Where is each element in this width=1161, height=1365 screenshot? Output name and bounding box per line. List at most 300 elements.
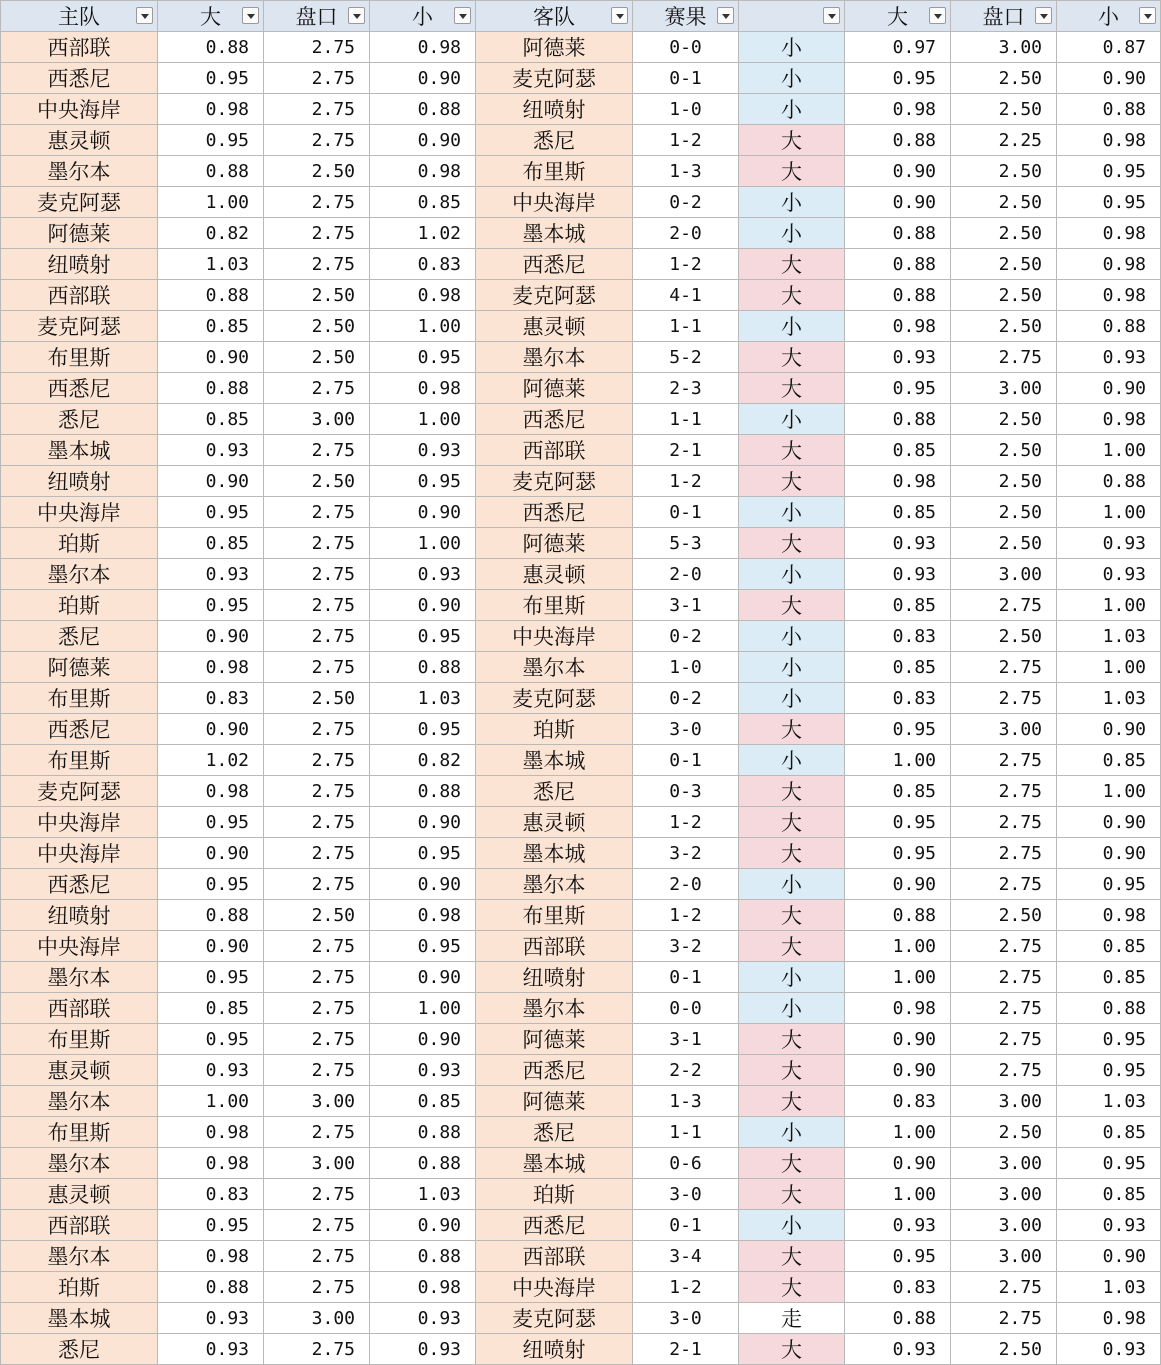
line-cell[interactable]: 3.00 xyxy=(264,1086,370,1117)
score-cell[interactable]: 0-2 xyxy=(633,683,739,714)
closing-under-odds-cell[interactable]: 1.00 xyxy=(1057,497,1161,528)
closing-over-odds-cell[interactable]: 0.88 xyxy=(845,900,951,931)
over-under-cell[interactable]: 大 xyxy=(739,807,845,838)
over-under-cell[interactable]: 小 xyxy=(739,497,845,528)
line-cell[interactable]: 2.75 xyxy=(264,373,370,404)
over-under-cell[interactable]: 大 xyxy=(739,528,845,559)
home-team-cell[interactable]: 惠灵顿 xyxy=(1,1055,158,1086)
line-cell[interactable]: 2.75 xyxy=(264,528,370,559)
closing-over-odds-cell[interactable]: 0.83 xyxy=(845,683,951,714)
closing-line-cell[interactable]: 3.00 xyxy=(951,1086,1057,1117)
home-team-cell[interactable]: 珀斯 xyxy=(1,590,158,621)
under-odds-cell[interactable]: 0.90 xyxy=(370,869,476,900)
away-team-cell[interactable]: 墨尔本 xyxy=(476,869,633,900)
line-cell[interactable]: 2.75 xyxy=(264,559,370,590)
closing-line-cell[interactable]: 2.75 xyxy=(951,683,1057,714)
under-odds-cell[interactable]: 0.98 xyxy=(370,900,476,931)
home-team-cell[interactable]: 墨尔本 xyxy=(1,1086,158,1117)
closing-over-odds-cell[interactable]: 0.90 xyxy=(845,187,951,218)
closing-under-odds-cell[interactable]: 0.95 xyxy=(1057,1024,1161,1055)
score-cell[interactable]: 3-2 xyxy=(633,931,739,962)
home-team-cell[interactable]: 墨尔本 xyxy=(1,1241,158,1272)
closing-under-odds-cell[interactable]: 0.93 xyxy=(1057,528,1161,559)
over-odds-cell[interactable]: 0.93 xyxy=(158,1055,264,1086)
home-team-cell[interactable]: 西部联 xyxy=(1,280,158,311)
over-under-cell[interactable]: 大 xyxy=(739,776,845,807)
closing-under-odds-cell[interactable]: 0.98 xyxy=(1057,900,1161,931)
score-cell[interactable]: 2-2 xyxy=(633,1055,739,1086)
closing-line-cell[interactable]: 2.50 xyxy=(951,900,1057,931)
closing-line-cell[interactable]: 2.75 xyxy=(951,931,1057,962)
under-odds-cell[interactable]: 0.85 xyxy=(370,1086,476,1117)
home-team-cell[interactable]: 西部联 xyxy=(1,993,158,1024)
closing-over-odds-cell[interactable]: 0.98 xyxy=(845,94,951,125)
over-under-cell[interactable]: 小 xyxy=(739,187,845,218)
over-under-cell[interactable]: 大 xyxy=(739,1055,845,1086)
line-cell[interactable]: 2.50 xyxy=(264,683,370,714)
filter-dropdown-icon[interactable] xyxy=(1035,7,1052,24)
line-cell[interactable]: 2.75 xyxy=(264,807,370,838)
closing-under-odds-cell[interactable]: 1.00 xyxy=(1057,590,1161,621)
away-team-cell[interactable]: 西部联 xyxy=(476,931,633,962)
closing-line-cell[interactable]: 2.75 xyxy=(951,962,1057,993)
over-under-cell[interactable]: 小 xyxy=(739,745,845,776)
closing-under-odds-cell[interactable]: 0.93 xyxy=(1057,559,1161,590)
filter-dropdown-icon[interactable] xyxy=(136,7,153,24)
closing-line-cell[interactable]: 3.00 xyxy=(951,714,1057,745)
closing-line-cell[interactable]: 2.50 xyxy=(951,218,1057,249)
away-team-cell[interactable]: 墨本城 xyxy=(476,838,633,869)
score-cell[interactable]: 3-1 xyxy=(633,590,739,621)
away-team-cell[interactable]: 西悉尼 xyxy=(476,1055,633,1086)
over-under-cell[interactable]: 小 xyxy=(739,1210,845,1241)
over-odds-cell[interactable]: 0.85 xyxy=(158,311,264,342)
closing-over-odds-cell[interactable]: 0.95 xyxy=(845,714,951,745)
away-team-cell[interactable]: 西部联 xyxy=(476,1241,633,1272)
score-cell[interactable]: 4-1 xyxy=(633,280,739,311)
over-under-cell[interactable]: 大 xyxy=(739,838,845,869)
over-odds-cell[interactable]: 0.83 xyxy=(158,683,264,714)
over-odds-cell[interactable]: 0.95 xyxy=(158,63,264,94)
closing-line-cell[interactable]: 2.75 xyxy=(951,869,1057,900)
under-odds-cell[interactable]: 0.88 xyxy=(370,776,476,807)
closing-under-odds-cell[interactable]: 1.00 xyxy=(1057,776,1161,807)
over-under-cell[interactable]: 大 xyxy=(739,1334,845,1365)
closing-under-odds-cell[interactable]: 0.93 xyxy=(1057,342,1161,373)
closing-under-odds-cell[interactable]: 0.85 xyxy=(1057,962,1161,993)
over-odds-cell[interactable]: 0.88 xyxy=(158,156,264,187)
over-odds-cell[interactable]: 0.90 xyxy=(158,466,264,497)
away-team-cell[interactable]: 墨本城 xyxy=(476,1148,633,1179)
closing-line-cell[interactable]: 2.50 xyxy=(951,1334,1057,1365)
home-team-cell[interactable]: 麦克阿瑟 xyxy=(1,187,158,218)
line-cell[interactable]: 2.75 xyxy=(264,94,370,125)
closing-under-odds-cell[interactable]: 0.95 xyxy=(1057,187,1161,218)
over-under-cell[interactable]: 大 xyxy=(739,1024,845,1055)
score-cell[interactable]: 3-4 xyxy=(633,1241,739,1272)
closing-under-odds-cell[interactable]: 0.95 xyxy=(1057,156,1161,187)
over-under-cell[interactable]: 大 xyxy=(739,342,845,373)
home-team-cell[interactable]: 中央海岸 xyxy=(1,807,158,838)
score-cell[interactable]: 0-0 xyxy=(633,993,739,1024)
closing-over-odds-cell[interactable]: 1.00 xyxy=(845,1179,951,1210)
over-odds-cell[interactable]: 0.88 xyxy=(158,280,264,311)
under-odds-cell[interactable]: 0.98 xyxy=(370,373,476,404)
closing-under-odds-cell[interactable]: 0.90 xyxy=(1057,63,1161,94)
closing-over-odds-cell[interactable]: 0.85 xyxy=(845,497,951,528)
closing-over-odds-cell[interactable]: 1.00 xyxy=(845,1117,951,1148)
score-cell[interactable]: 1-1 xyxy=(633,311,739,342)
under-odds-cell[interactable]: 0.98 xyxy=(370,156,476,187)
closing-over-odds-cell[interactable]: 1.00 xyxy=(845,931,951,962)
away-team-cell[interactable]: 西悉尼 xyxy=(476,404,633,435)
home-team-cell[interactable]: 中央海岸 xyxy=(1,94,158,125)
over-odds-cell[interactable]: 0.90 xyxy=(158,838,264,869)
score-cell[interactable]: 5-3 xyxy=(633,528,739,559)
score-cell[interactable]: 0-2 xyxy=(633,621,739,652)
closing-over-odds-cell[interactable]: 0.90 xyxy=(845,1148,951,1179)
line-cell[interactable]: 2.75 xyxy=(264,993,370,1024)
under-odds-cell[interactable]: 0.98 xyxy=(370,280,476,311)
line-cell[interactable]: 2.75 xyxy=(264,1241,370,1272)
score-cell[interactable]: 1-3 xyxy=(633,1086,739,1117)
score-cell[interactable]: 1-2 xyxy=(633,125,739,156)
under-odds-cell[interactable]: 0.90 xyxy=(370,63,476,94)
home-team-cell[interactable]: 布里斯 xyxy=(1,1117,158,1148)
away-team-cell[interactable]: 中央海岸 xyxy=(476,187,633,218)
closing-under-odds-cell[interactable]: 0.85 xyxy=(1057,1117,1161,1148)
score-cell[interactable]: 0-1 xyxy=(633,63,739,94)
over-under-cell[interactable]: 小 xyxy=(739,32,845,63)
filter-dropdown-icon[interactable] xyxy=(929,7,946,24)
under-odds-cell[interactable]: 0.90 xyxy=(370,125,476,156)
closing-line-cell[interactable]: 3.00 xyxy=(951,1148,1057,1179)
away-team-cell[interactable]: 墨尔本 xyxy=(476,652,633,683)
over-under-cell[interactable]: 小 xyxy=(739,993,845,1024)
over-odds-cell[interactable]: 0.98 xyxy=(158,94,264,125)
score-cell[interactable]: 2-3 xyxy=(633,373,739,404)
home-team-cell[interactable]: 西部联 xyxy=(1,32,158,63)
under-odds-cell[interactable]: 0.90 xyxy=(370,497,476,528)
home-team-cell[interactable]: 布里斯 xyxy=(1,1024,158,1055)
line-cell[interactable]: 2.75 xyxy=(264,621,370,652)
line-cell[interactable]: 2.75 xyxy=(264,931,370,962)
over-odds-cell[interactable]: 0.90 xyxy=(158,342,264,373)
closing-over-odds-cell[interactable]: 1.00 xyxy=(845,745,951,776)
over-under-cell[interactable]: 小 xyxy=(739,404,845,435)
line-cell[interactable]: 3.00 xyxy=(264,404,370,435)
closing-under-odds-cell[interactable]: 0.85 xyxy=(1057,931,1161,962)
over-odds-cell[interactable]: 0.93 xyxy=(158,1303,264,1334)
line-cell[interactable]: 2.75 xyxy=(264,1272,370,1303)
over-odds-cell[interactable]: 1.03 xyxy=(158,249,264,280)
closing-over-odds-cell[interactable]: 1.00 xyxy=(845,962,951,993)
under-odds-cell[interactable]: 0.90 xyxy=(370,1024,476,1055)
away-team-cell[interactable]: 阿德莱 xyxy=(476,32,633,63)
score-cell[interactable]: 0-6 xyxy=(633,1148,739,1179)
score-cell[interactable]: 0-2 xyxy=(633,187,739,218)
line-cell[interactable]: 2.75 xyxy=(264,652,370,683)
under-odds-cell[interactable]: 0.90 xyxy=(370,1210,476,1241)
closing-line-cell[interactable]: 3.00 xyxy=(951,373,1057,404)
away-team-cell[interactable]: 麦克阿瑟 xyxy=(476,63,633,94)
closing-under-odds-cell[interactable]: 0.90 xyxy=(1057,807,1161,838)
closing-line-cell[interactable]: 3.00 xyxy=(951,559,1057,590)
home-team-cell[interactable]: 墨本城 xyxy=(1,1303,158,1334)
home-team-cell[interactable]: 布里斯 xyxy=(1,745,158,776)
away-team-cell[interactable]: 阿德莱 xyxy=(476,528,633,559)
away-team-cell[interactable]: 西悉尼 xyxy=(476,497,633,528)
closing-under-odds-cell[interactable]: 0.95 xyxy=(1057,869,1161,900)
home-team-cell[interactable]: 纽喷射 xyxy=(1,466,158,497)
closing-line-cell[interactable]: 2.75 xyxy=(951,652,1057,683)
closing-over-odds-cell[interactable]: 0.97 xyxy=(845,32,951,63)
closing-line-cell[interactable]: 2.50 xyxy=(951,1117,1057,1148)
over-under-cell[interactable]: 大 xyxy=(739,1179,845,1210)
closing-over-odds-cell[interactable]: 0.93 xyxy=(845,1334,951,1365)
closing-over-odds-cell[interactable]: 0.95 xyxy=(845,838,951,869)
over-odds-cell[interactable]: 0.88 xyxy=(158,32,264,63)
closing-under-odds-cell[interactable]: 1.03 xyxy=(1057,1086,1161,1117)
closing-line-cell[interactable]: 2.75 xyxy=(951,1303,1057,1334)
line-cell[interactable]: 3.00 xyxy=(264,1303,370,1334)
over-odds-cell[interactable]: 0.88 xyxy=(158,1272,264,1303)
home-team-cell[interactable]: 西悉尼 xyxy=(1,869,158,900)
under-odds-cell[interactable]: 0.88 xyxy=(370,652,476,683)
home-team-cell[interactable]: 悉尼 xyxy=(1,1334,158,1365)
line-cell[interactable]: 2.75 xyxy=(264,590,370,621)
under-odds-cell[interactable]: 0.95 xyxy=(370,931,476,962)
over-odds-cell[interactable]: 0.95 xyxy=(158,1210,264,1241)
score-cell[interactable]: 0-1 xyxy=(633,497,739,528)
over-odds-cell[interactable]: 1.02 xyxy=(158,745,264,776)
closing-over-odds-cell[interactable]: 0.93 xyxy=(845,1210,951,1241)
away-team-cell[interactable]: 麦克阿瑟 xyxy=(476,466,633,497)
under-odds-cell[interactable]: 1.00 xyxy=(370,528,476,559)
closing-line-cell[interactable]: 2.50 xyxy=(951,280,1057,311)
closing-over-odds-cell[interactable]: 0.85 xyxy=(845,776,951,807)
closing-under-odds-cell[interactable]: 0.90 xyxy=(1057,1241,1161,1272)
score-cell[interactable]: 1-1 xyxy=(633,1117,739,1148)
score-cell[interactable]: 0-1 xyxy=(633,962,739,993)
over-under-cell[interactable]: 小 xyxy=(739,621,845,652)
over-under-cell[interactable]: 走 xyxy=(739,1303,845,1334)
closing-over-odds-cell[interactable]: 0.95 xyxy=(845,373,951,404)
score-cell[interactable]: 1-2 xyxy=(633,1272,739,1303)
line-cell[interactable]: 2.50 xyxy=(264,311,370,342)
closing-line-cell[interactable]: 2.50 xyxy=(951,249,1057,280)
line-cell[interactable]: 2.75 xyxy=(264,187,370,218)
closing-over-odds-cell[interactable]: 0.90 xyxy=(845,156,951,187)
closing-over-odds-cell[interactable]: 0.90 xyxy=(845,869,951,900)
line-cell[interactable]: 2.75 xyxy=(264,838,370,869)
filter-dropdown-icon[interactable] xyxy=(348,7,365,24)
over-under-cell[interactable]: 大 xyxy=(739,373,845,404)
over-under-cell[interactable]: 小 xyxy=(739,869,845,900)
closing-under-odds-cell[interactable]: 0.98 xyxy=(1057,125,1161,156)
closing-under-odds-cell[interactable]: 0.98 xyxy=(1057,1303,1161,1334)
under-odds-cell[interactable]: 0.93 xyxy=(370,559,476,590)
line-cell[interactable]: 2.75 xyxy=(264,745,370,776)
closing-over-odds-cell[interactable]: 0.95 xyxy=(845,63,951,94)
over-under-cell[interactable]: 小 xyxy=(739,559,845,590)
over-odds-cell[interactable]: 0.95 xyxy=(158,1024,264,1055)
closing-under-odds-cell[interactable]: 1.03 xyxy=(1057,621,1161,652)
closing-over-odds-cell[interactable]: 0.85 xyxy=(845,590,951,621)
home-team-cell[interactable]: 阿德莱 xyxy=(1,652,158,683)
over-odds-cell[interactable]: 0.90 xyxy=(158,931,264,962)
under-odds-cell[interactable]: 0.83 xyxy=(370,249,476,280)
score-cell[interactable]: 1-2 xyxy=(633,249,739,280)
home-team-cell[interactable]: 麦克阿瑟 xyxy=(1,776,158,807)
score-cell[interactable]: 2-1 xyxy=(633,1334,739,1365)
under-odds-cell[interactable]: 0.85 xyxy=(370,187,476,218)
filter-dropdown-icon[interactable] xyxy=(242,7,259,24)
over-odds-cell[interactable]: 0.93 xyxy=(158,559,264,590)
away-team-cell[interactable]: 悉尼 xyxy=(476,1117,633,1148)
under-odds-cell[interactable]: 0.95 xyxy=(370,342,476,373)
closing-over-odds-cell[interactable]: 0.95 xyxy=(845,807,951,838)
closing-under-odds-cell[interactable]: 0.90 xyxy=(1057,714,1161,745)
away-team-cell[interactable]: 西悉尼 xyxy=(476,249,633,280)
under-odds-cell[interactable]: 0.88 xyxy=(370,1117,476,1148)
closing-under-odds-cell[interactable]: 0.98 xyxy=(1057,218,1161,249)
closing-over-odds-cell[interactable]: 0.83 xyxy=(845,621,951,652)
closing-under-odds-cell[interactable]: 1.03 xyxy=(1057,1272,1161,1303)
score-cell[interactable]: 1-3 xyxy=(633,156,739,187)
line-cell[interactable]: 2.75 xyxy=(264,435,370,466)
filter-dropdown-icon[interactable] xyxy=(717,7,734,24)
line-cell[interactable]: 2.75 xyxy=(264,249,370,280)
home-team-cell[interactable]: 悉尼 xyxy=(1,404,158,435)
over-under-cell[interactable]: 大 xyxy=(739,900,845,931)
away-team-cell[interactable]: 西悉尼 xyxy=(476,1210,633,1241)
line-cell[interactable]: 3.00 xyxy=(264,1148,370,1179)
closing-over-odds-cell[interactable]: 0.98 xyxy=(845,311,951,342)
closing-line-cell[interactable]: 2.50 xyxy=(951,311,1057,342)
line-cell[interactable]: 2.75 xyxy=(264,714,370,745)
away-team-cell[interactable]: 悉尼 xyxy=(476,125,633,156)
over-under-cell[interactable]: 大 xyxy=(739,435,845,466)
closing-over-odds-cell[interactable]: 0.90 xyxy=(845,1055,951,1086)
closing-line-cell[interactable]: 2.75 xyxy=(951,838,1057,869)
under-odds-cell[interactable]: 0.93 xyxy=(370,1303,476,1334)
score-cell[interactable]: 1-2 xyxy=(633,900,739,931)
under-odds-cell[interactable]: 1.00 xyxy=(370,993,476,1024)
away-team-cell[interactable]: 惠灵顿 xyxy=(476,559,633,590)
home-team-cell[interactable]: 西悉尼 xyxy=(1,373,158,404)
closing-line-cell[interactable]: 2.75 xyxy=(951,993,1057,1024)
over-odds-cell[interactable]: 0.90 xyxy=(158,714,264,745)
over-under-cell[interactable]: 大 xyxy=(739,156,845,187)
closing-over-odds-cell[interactable]: 0.83 xyxy=(845,1086,951,1117)
closing-under-odds-cell[interactable]: 0.95 xyxy=(1057,1148,1161,1179)
home-team-cell[interactable]: 纽喷射 xyxy=(1,249,158,280)
closing-line-cell[interactable]: 2.50 xyxy=(951,404,1057,435)
over-under-cell[interactable]: 大 xyxy=(739,1241,845,1272)
away-team-cell[interactable]: 麦克阿瑟 xyxy=(476,683,633,714)
under-odds-cell[interactable]: 0.95 xyxy=(370,621,476,652)
closing-under-odds-cell[interactable]: 0.87 xyxy=(1057,32,1161,63)
over-odds-cell[interactable]: 0.95 xyxy=(158,590,264,621)
closing-over-odds-cell[interactable]: 0.88 xyxy=(845,1303,951,1334)
away-team-cell[interactable]: 悉尼 xyxy=(476,776,633,807)
closing-over-odds-cell[interactable]: 0.90 xyxy=(845,1024,951,1055)
home-team-cell[interactable]: 西悉尼 xyxy=(1,63,158,94)
closing-over-odds-cell[interactable]: 0.98 xyxy=(845,993,951,1024)
away-team-cell[interactable]: 墨本城 xyxy=(476,745,633,776)
over-odds-cell[interactable]: 0.82 xyxy=(158,218,264,249)
filter-dropdown-icon[interactable] xyxy=(611,7,628,24)
closing-line-cell[interactable]: 2.50 xyxy=(951,156,1057,187)
over-odds-cell[interactable]: 0.88 xyxy=(158,373,264,404)
home-team-cell[interactable]: 墨本城 xyxy=(1,435,158,466)
home-team-cell[interactable]: 布里斯 xyxy=(1,683,158,714)
line-cell[interactable]: 2.75 xyxy=(264,962,370,993)
home-team-cell[interactable]: 中央海岸 xyxy=(1,931,158,962)
away-team-cell[interactable]: 麦克阿瑟 xyxy=(476,280,633,311)
closing-under-odds-cell[interactable]: 1.00 xyxy=(1057,652,1161,683)
closing-line-cell[interactable]: 2.50 xyxy=(951,187,1057,218)
score-cell[interactable]: 2-1 xyxy=(633,435,739,466)
under-odds-cell[interactable]: 0.82 xyxy=(370,745,476,776)
over-under-cell[interactable]: 大 xyxy=(739,1272,845,1303)
over-under-cell[interactable]: 小 xyxy=(739,94,845,125)
closing-line-cell[interactable]: 3.00 xyxy=(951,1179,1057,1210)
home-team-cell[interactable]: 墨尔本 xyxy=(1,962,158,993)
home-team-cell[interactable]: 惠灵顿 xyxy=(1,1179,158,1210)
over-under-cell[interactable]: 小 xyxy=(739,683,845,714)
under-odds-cell[interactable]: 0.88 xyxy=(370,1148,476,1179)
over-odds-cell[interactable]: 0.90 xyxy=(158,621,264,652)
over-odds-cell[interactable]: 0.95 xyxy=(158,125,264,156)
score-cell[interactable]: 3-0 xyxy=(633,1303,739,1334)
away-team-cell[interactable]: 阿德莱 xyxy=(476,373,633,404)
home-team-cell[interactable]: 中央海岸 xyxy=(1,838,158,869)
line-cell[interactable]: 2.75 xyxy=(264,869,370,900)
closing-line-cell[interactable]: 2.50 xyxy=(951,528,1057,559)
line-cell[interactable]: 2.75 xyxy=(264,125,370,156)
under-odds-cell[interactable]: 0.95 xyxy=(370,838,476,869)
over-under-cell[interactable]: 小 xyxy=(739,63,845,94)
under-odds-cell[interactable]: 0.95 xyxy=(370,466,476,497)
away-team-cell[interactable]: 惠灵顿 xyxy=(476,807,633,838)
line-cell[interactable]: 2.75 xyxy=(264,63,370,94)
line-cell[interactable]: 2.75 xyxy=(264,1210,370,1241)
score-cell[interactable]: 3-1 xyxy=(633,1024,739,1055)
closing-over-odds-cell[interactable]: 0.85 xyxy=(845,652,951,683)
home-team-cell[interactable]: 阿德莱 xyxy=(1,218,158,249)
closing-over-odds-cell[interactable]: 0.93 xyxy=(845,559,951,590)
score-cell[interactable]: 0-3 xyxy=(633,776,739,807)
line-cell[interactable]: 2.75 xyxy=(264,776,370,807)
closing-line-cell[interactable]: 3.00 xyxy=(951,32,1057,63)
closing-under-odds-cell[interactable]: 0.98 xyxy=(1057,280,1161,311)
line-cell[interactable]: 2.75 xyxy=(264,1055,370,1086)
closing-under-odds-cell[interactable]: 0.88 xyxy=(1057,993,1161,1024)
over-under-cell[interactable]: 小 xyxy=(739,652,845,683)
under-odds-cell[interactable]: 1.00 xyxy=(370,311,476,342)
over-odds-cell[interactable]: 0.98 xyxy=(158,652,264,683)
score-cell[interactable]: 3-0 xyxy=(633,714,739,745)
closing-line-cell[interactable]: 3.00 xyxy=(951,1210,1057,1241)
over-odds-cell[interactable]: 0.85 xyxy=(158,993,264,1024)
closing-line-cell[interactable]: 2.50 xyxy=(951,621,1057,652)
line-cell[interactable]: 2.75 xyxy=(264,497,370,528)
over-odds-cell[interactable]: 0.98 xyxy=(158,776,264,807)
filter-dropdown-icon[interactable] xyxy=(454,7,471,24)
line-cell[interactable]: 2.50 xyxy=(264,342,370,373)
